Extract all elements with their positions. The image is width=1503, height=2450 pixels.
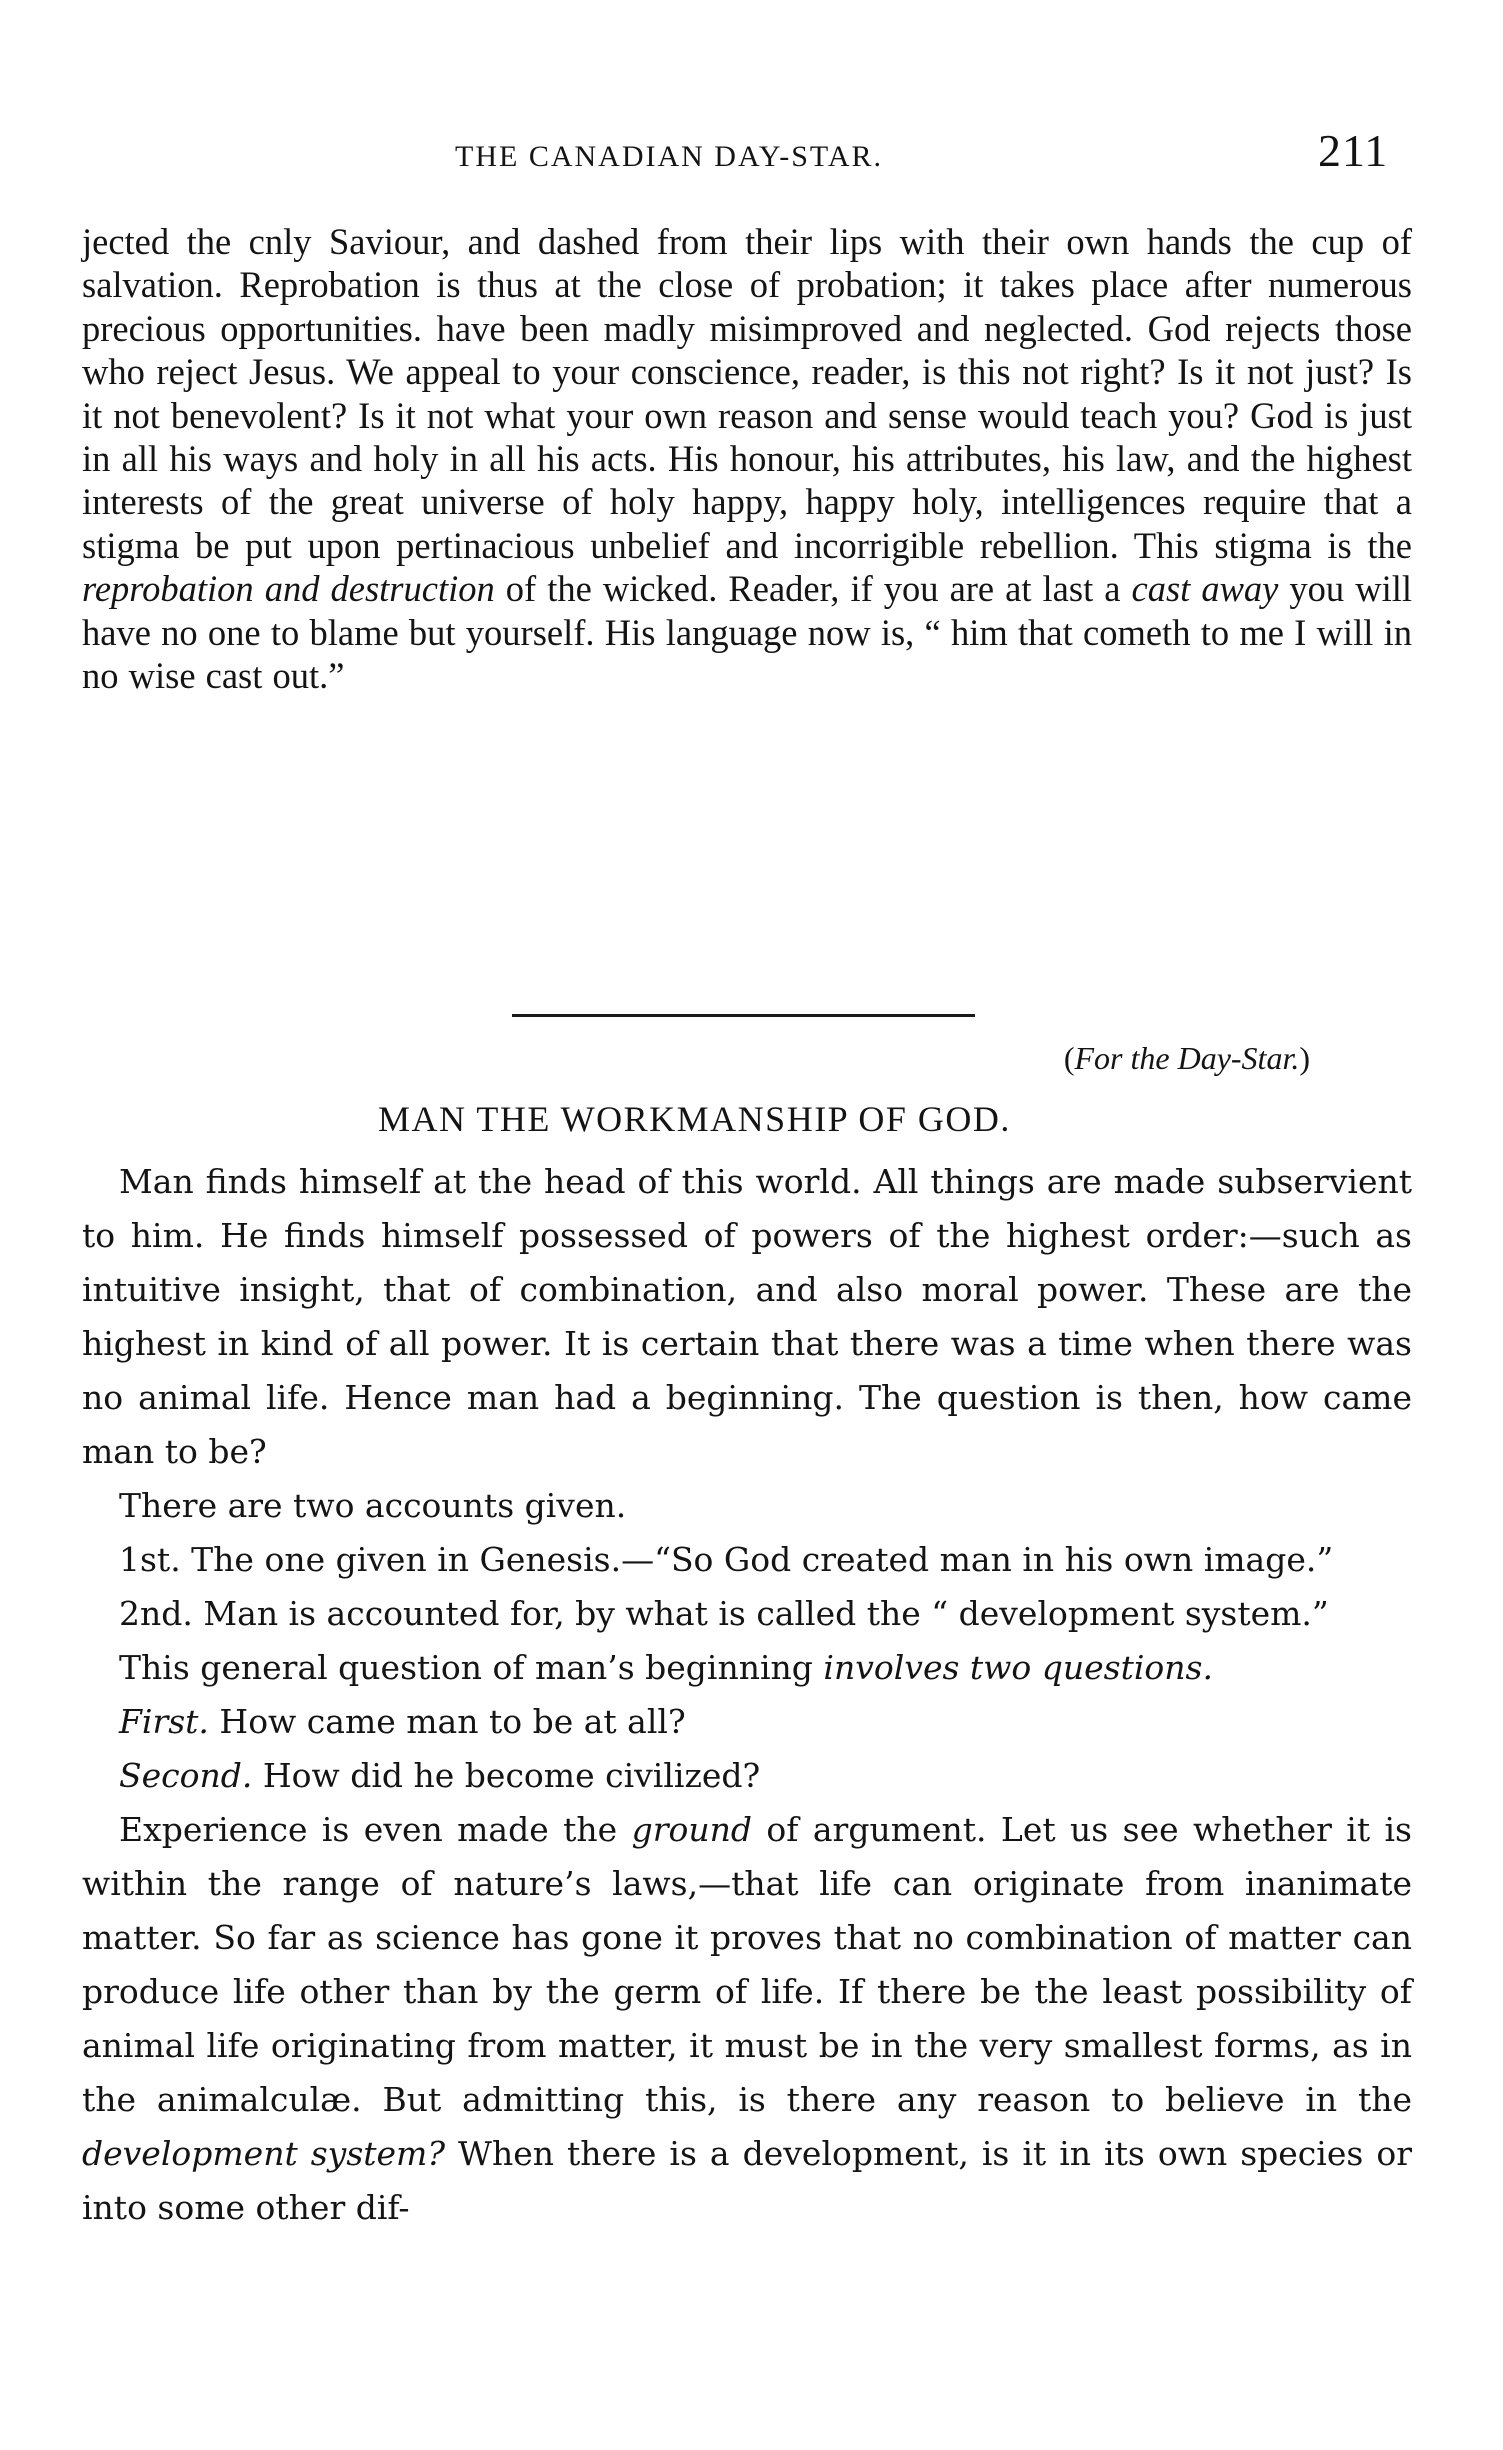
running-header [0, 118, 1503, 178]
emphasis-text: development system? [82, 2134, 446, 2173]
text-run: of the wicked. Reader, if you are at last a [494, 568, 1132, 610]
emphasis-text: First. [119, 1702, 209, 1741]
text-run: of argument. Let us see whether it is within the range of nature’s laws,—that life can originate from inanimate matter. So far as science has gone it proves that no combination of matter can produce life other than by the germ of life. If there be the least possibility of animal life originating from matter, it must be in the very smallest forms, as in the animalculæ. But admitting this, is there any reason to believe in the [82, 1810, 1412, 2119]
paragraph [82, 1803, 1412, 2235]
text-run: How came man to be at all? [208, 1702, 686, 1741]
paragraph [82, 1641, 1412, 1695]
attribution-open-paren: ( [1063, 1040, 1075, 1076]
continued-paragraph [82, 220, 1412, 697]
paragraph [82, 1749, 1412, 1803]
text-run: When there is a development, is it in its own species or into some other dif- [82, 2134, 1412, 2227]
emphasis-text: involves two questions. [823, 1648, 1213, 1687]
text-run: Experience is even made the [119, 1810, 632, 1849]
emphasis-text: ground [631, 1810, 752, 1849]
paragraph: 1st. The one given in Genesis.—“So God created man in his own image.” [119, 1540, 1334, 1579]
attribution-text: For the Day-Star. [1074, 1040, 1300, 1076]
emphasis-text: Second. [119, 1756, 253, 1795]
text-run: jected the cnly Saviour, and dashed from their lips with their own hands the cup of salvation. Reprobation is thus at the close of probation; it takes place after numerous precious opportunities. have been madly misimproved and neglected. God rejects those who reject Jesus. We appeal to your conscience, reader, is this not right? Is it not just? Is it not benevolent? Is it not what your own reason and sense would teach you? God is just in all his ways and holy in all his acts. His honour, his attributes, his law, and the highest interests of the great universe of holy happy, happy holy, intelligences require that a stigma be put upon pertinacious unbelief and incorrigible rebellion. This stigma is the [82, 221, 1412, 566]
running-title: THE CANADIAN DAY-STAR. [455, 140, 883, 173]
article-attribution [1064, 1040, 1310, 1077]
attribution-close-paren: ) [1299, 1040, 1310, 1076]
text-run: This general question of man’s beginning [119, 1648, 824, 1687]
text-run: you will have no one to blame but yourself. His language now is, “ him that cometh to me I will in no wise cast out.” [82, 568, 1412, 697]
emphasis-text: reprobation and destruction [82, 568, 495, 610]
emphasis-text: cast away [1131, 568, 1279, 610]
paragraph [82, 1695, 1412, 1749]
paragraph: There are two accounts given. [119, 1486, 627, 1525]
section-divider [512, 1014, 975, 1017]
text-run: How did he become civilized? [252, 1756, 761, 1795]
paragraph: 2nd. Man is accounted for, by what is called the “ development system.” [119, 1594, 1329, 1633]
paragraph: Man finds himself at the head of this world. All things are made subservient to him. He finds himself possessed of powers of the highest order:—such as intuitive insight, that of combination, and also moral power. These are the highest in kind of all power. It is certain that there was a time when there was no animal life. Hence man had a beginning. The question is then, how came man to be? [82, 1162, 1412, 1471]
article-title: MAN THE WORKMANSHIP OF GOD. [378, 1099, 1011, 1139]
article-body [82, 1155, 1412, 2235]
page-number: 211 [1318, 125, 1389, 176]
